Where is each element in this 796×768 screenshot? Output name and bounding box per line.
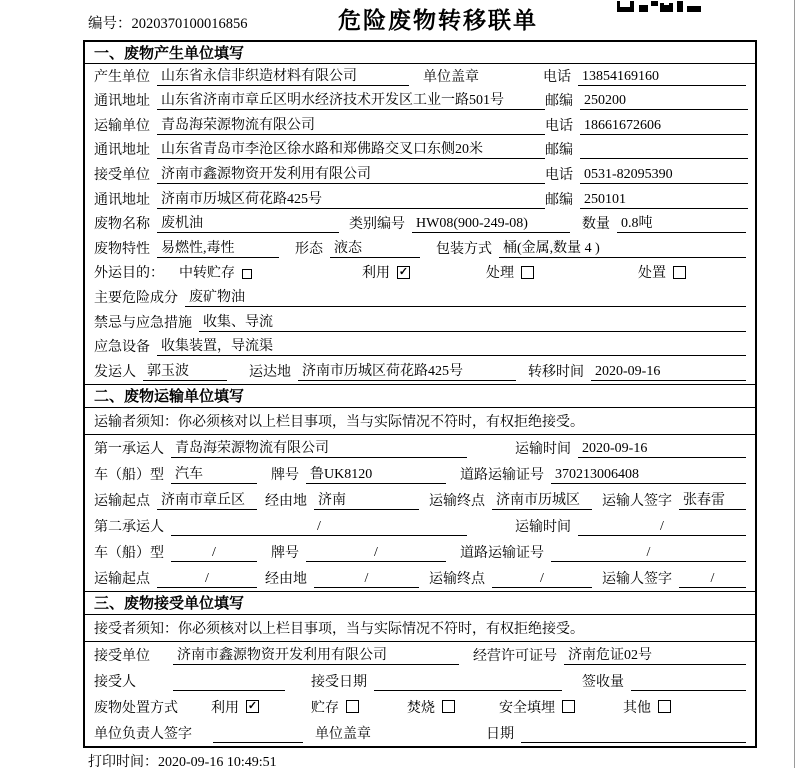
received-amount-value	[631, 674, 746, 691]
via2-label: 经由地	[265, 571, 307, 587]
zip3-value: 250101	[580, 192, 748, 209]
acceptor-value	[173, 674, 285, 691]
row-hazard-components	[85, 285, 755, 310]
traits-value: 易燃性,毒性	[157, 237, 279, 258]
disposal-option-incinerate	[407, 697, 455, 717]
row-accepting-unit	[85, 642, 755, 668]
addr3-label: 通讯地址	[94, 192, 150, 208]
waste-name-value: 废机油	[157, 212, 339, 233]
addr1-value: 山东省济南市章丘区明水经济技术开发区工业一路501号	[157, 89, 545, 110]
checkbox-dispose	[673, 266, 686, 279]
disposal-option-utilize	[211, 697, 259, 717]
purpose-option-label: 利用	[362, 266, 390, 282]
row-producer	[85, 64, 755, 89]
transport-time1-value: 2020-09-16	[578, 441, 746, 458]
equipment-value: 收集装置，导流渠	[157, 335, 746, 356]
packing-label: 包装方式	[436, 241, 492, 257]
addr3-value: 济南市历城区荷花路425号	[157, 188, 545, 209]
row-waste-traits	[85, 236, 755, 261]
checkbox-disposal-incinerate	[442, 700, 455, 713]
phone1-value: 13854169160	[578, 69, 746, 86]
zip1-value: 250200	[580, 93, 748, 110]
checkbox-disposal-utilize: ✓	[247, 700, 258, 713]
form-label: 形态	[295, 241, 323, 257]
sender-label: 发运人	[94, 364, 136, 380]
section1-header: 一、废物产生单位填写	[85, 42, 755, 64]
hazard-label: 主要危险成分	[94, 290, 178, 306]
print-time	[88, 751, 277, 768]
via2-value: /	[314, 571, 419, 588]
zip2-label: 邮编	[545, 143, 573, 159]
row-first-carrier	[85, 435, 755, 461]
phone1-label: 电话	[543, 69, 571, 85]
row-second-carrier	[85, 513, 755, 539]
transporter-value: 青岛海荣源物流有限公司	[157, 114, 545, 135]
zip3-label: 邮编	[545, 192, 573, 208]
taboo-value: 收集、导流	[199, 311, 746, 332]
origin2-value: /	[157, 571, 257, 588]
sender-value: 郭玉波	[143, 360, 227, 381]
carrier1-label: 第一承运人	[94, 441, 164, 457]
quantity-value: 0.8吨	[617, 212, 746, 233]
waste-name-label: 废物名称	[94, 217, 150, 233]
receiver-value: 济南市鑫源物资开发利用有限公司	[157, 163, 545, 184]
acceptor-label: 接受人	[94, 674, 136, 690]
row-receiver	[85, 162, 755, 187]
accept-date-label: 接受日期	[311, 674, 367, 690]
endpoint1-value: 济南市历城区	[492, 489, 592, 510]
checkbox-disposal-store	[346, 700, 359, 713]
row-purpose	[85, 261, 755, 286]
phone3-value: 0531-82095390	[580, 167, 748, 184]
checkbox-disposal-other	[658, 700, 671, 713]
responsible-signature-value	[213, 726, 303, 743]
accepting-unit-value: 济南市鑫源物资开发利用有限公司	[173, 644, 459, 665]
disposal-option-store	[311, 697, 359, 717]
row-responsible-signature	[85, 720, 755, 746]
row-emergency-equipment	[85, 335, 755, 360]
endpoint2-label: 运输终点	[429, 571, 485, 587]
carrier2-label: 第二承运人	[94, 519, 164, 535]
disposal-option-other	[623, 697, 671, 717]
road-permit1-value: 370213006408	[551, 467, 746, 484]
carrier-signature2-value: /	[679, 571, 746, 588]
row-acceptor	[85, 668, 755, 694]
via1-value: 济南	[314, 489, 419, 510]
purpose-label: 外运目的：	[94, 266, 164, 282]
row-vehicle1	[85, 461, 755, 487]
form-table	[83, 40, 757, 748]
plate2-value: /	[306, 545, 446, 562]
disposal-method-label: 废物处置方式	[94, 700, 178, 716]
disposal-option-label: 其他	[623, 700, 651, 716]
addr1-label: 通讯地址	[94, 94, 150, 110]
transfer-time-label: 转移时间	[528, 364, 584, 380]
checkbox-treat	[521, 266, 534, 279]
purpose-option-label: 处置	[638, 266, 666, 282]
vehicle1-value: 汽车	[171, 463, 257, 484]
row-sender	[85, 359, 755, 384]
license-value: 济南危证02号	[564, 644, 746, 665]
page-edge-divider	[794, 0, 795, 768]
row-transporter	[85, 113, 755, 138]
date-label: 日期	[486, 726, 514, 742]
disposal-option-label: 安全填埋	[499, 700, 555, 716]
origin1-value: 济南市章丘区	[157, 489, 257, 510]
plate1-value: 鲁UK8120	[306, 463, 446, 484]
phone3-label: 电话	[545, 167, 573, 183]
checkbox-utilize: ✓	[398, 265, 409, 278]
road-permit2-label: 道路运输证号	[460, 545, 544, 561]
print-time-value: 2020-09-16 10:49:51	[158, 755, 277, 768]
date-value	[521, 726, 746, 743]
row-taboo-measures	[85, 310, 755, 335]
carrier-signature1-value: 张春雷	[679, 489, 746, 510]
quantity-label: 数量	[582, 217, 610, 233]
equipment-label: 应急设备	[94, 340, 150, 356]
row-waste-name	[85, 212, 755, 237]
endpoint2-value: /	[492, 571, 592, 588]
hazard-value: 废矿物油	[185, 286, 746, 307]
endpoint1-label: 运输终点	[429, 493, 485, 509]
destination-label: 运达地	[249, 364, 291, 380]
purpose-option-dispose	[638, 262, 686, 282]
unit-seal2-label: 单位盖章	[315, 726, 371, 742]
transporter-label: 运输单位	[94, 118, 150, 134]
disposal-option-label: 贮存	[311, 700, 339, 716]
row-transporter-address	[85, 138, 755, 163]
transport-time2-label: 运输时间	[515, 519, 571, 535]
phone2-label: 电话	[545, 118, 573, 134]
phone2-value: 18661672606	[580, 118, 748, 135]
plate2-label: 牌号	[271, 545, 299, 561]
via1-label: 经由地	[265, 493, 307, 509]
transporter-notice: 运输者须知：你必须核对以上栏目事项，当与实际情况不符时，有权拒绝接受。	[85, 408, 755, 435]
purpose-option-utilize	[362, 262, 410, 282]
vehicle1-label: 车（船）型	[94, 467, 164, 483]
vehicle2-value: /	[171, 545, 257, 562]
origin1-label: 运输起点	[94, 493, 150, 509]
carrier1-value: 青岛海荣源物流有限公司	[171, 437, 467, 458]
serial-value: 2020370100016856	[131, 16, 248, 32]
addr2-label: 通讯地址	[94, 143, 150, 159]
transport-time2-value: /	[578, 519, 746, 536]
packing-value: 桶(金属,数量 4 )	[499, 237, 746, 258]
row-receiver-address	[85, 187, 755, 212]
row-producer-address	[85, 89, 755, 114]
unit-seal-label: 单位盖章	[423, 69, 479, 85]
zip1-label: 邮编	[545, 94, 573, 110]
transfer-time-value: 2020-09-16	[591, 364, 746, 381]
print-time-label: 打印时间：	[88, 755, 158, 768]
addr2-value: 山东省青岛市李沧区徐水路和郑佛路交叉口东侧20米	[157, 138, 545, 159]
received-amount-label: 签收量	[582, 674, 624, 690]
row-route2	[85, 565, 755, 591]
destination-value: 济南市历城区荷花路425号	[298, 360, 516, 381]
license-label: 经营许可证号	[473, 648, 557, 664]
producer-label: 产生单位	[94, 69, 150, 85]
receiver-label: 接受单位	[94, 167, 150, 183]
form-value: 液态	[330, 237, 420, 258]
vehicle2-label: 车（船）型	[94, 545, 164, 561]
receiver-notice: 接受者须知：你必须核对以上栏目事项，当与实际情况不符时，有权拒绝接受。	[85, 615, 755, 642]
road-permit2-value: /	[551, 545, 746, 562]
section2-header: 二、废物运输单位填写	[85, 384, 755, 408]
page-title: 危险废物转移联单	[338, 7, 538, 33]
carrier2-value: /	[171, 519, 467, 536]
disposal-option-label: 利用	[211, 700, 239, 716]
row-route1	[85, 487, 755, 513]
disposal-option-label: 焚烧	[407, 700, 435, 716]
serial-label: 编号：	[88, 16, 132, 32]
row-disposal-method	[85, 694, 755, 720]
accept-date-value	[374, 674, 562, 691]
plate1-label: 牌号	[271, 467, 299, 483]
checkbox-transfer-storage	[242, 269, 252, 279]
purpose-option-label: 处理	[486, 266, 514, 282]
disposal-option-landfill	[499, 697, 575, 717]
purpose-option-label: 中转贮存	[179, 266, 235, 282]
zip2-value	[580, 142, 748, 159]
accepting-unit-label: 接受单位	[94, 648, 150, 664]
category-value: HW08(900-249-08)	[412, 216, 570, 233]
checkbox-disposal-landfill	[562, 700, 575, 713]
taboo-label: 禁忌与应急措施	[94, 315, 192, 331]
section3-header: 三、废物接受单位填写	[85, 591, 755, 615]
row-vehicle2	[85, 539, 755, 565]
producer-value: 山东省永信非织造材料有限公司	[157, 65, 409, 86]
transport-time1-label: 运输时间	[515, 441, 571, 457]
purpose-option-treat	[486, 262, 534, 282]
road-permit1-label: 道路运输证号	[460, 467, 544, 483]
responsible-signature-label: 单位负责人签字	[94, 726, 192, 742]
carrier-signature2-label: 运输人签字	[602, 571, 672, 587]
carrier-signature1-label: 运输人签字	[602, 493, 672, 509]
qr-code-fragment	[617, 0, 703, 12]
origin2-label: 运输起点	[94, 571, 150, 587]
category-label: 类别编号	[349, 217, 405, 233]
purpose-option-transfer-storage	[179, 262, 252, 282]
traits-label: 废物特性	[94, 241, 150, 257]
